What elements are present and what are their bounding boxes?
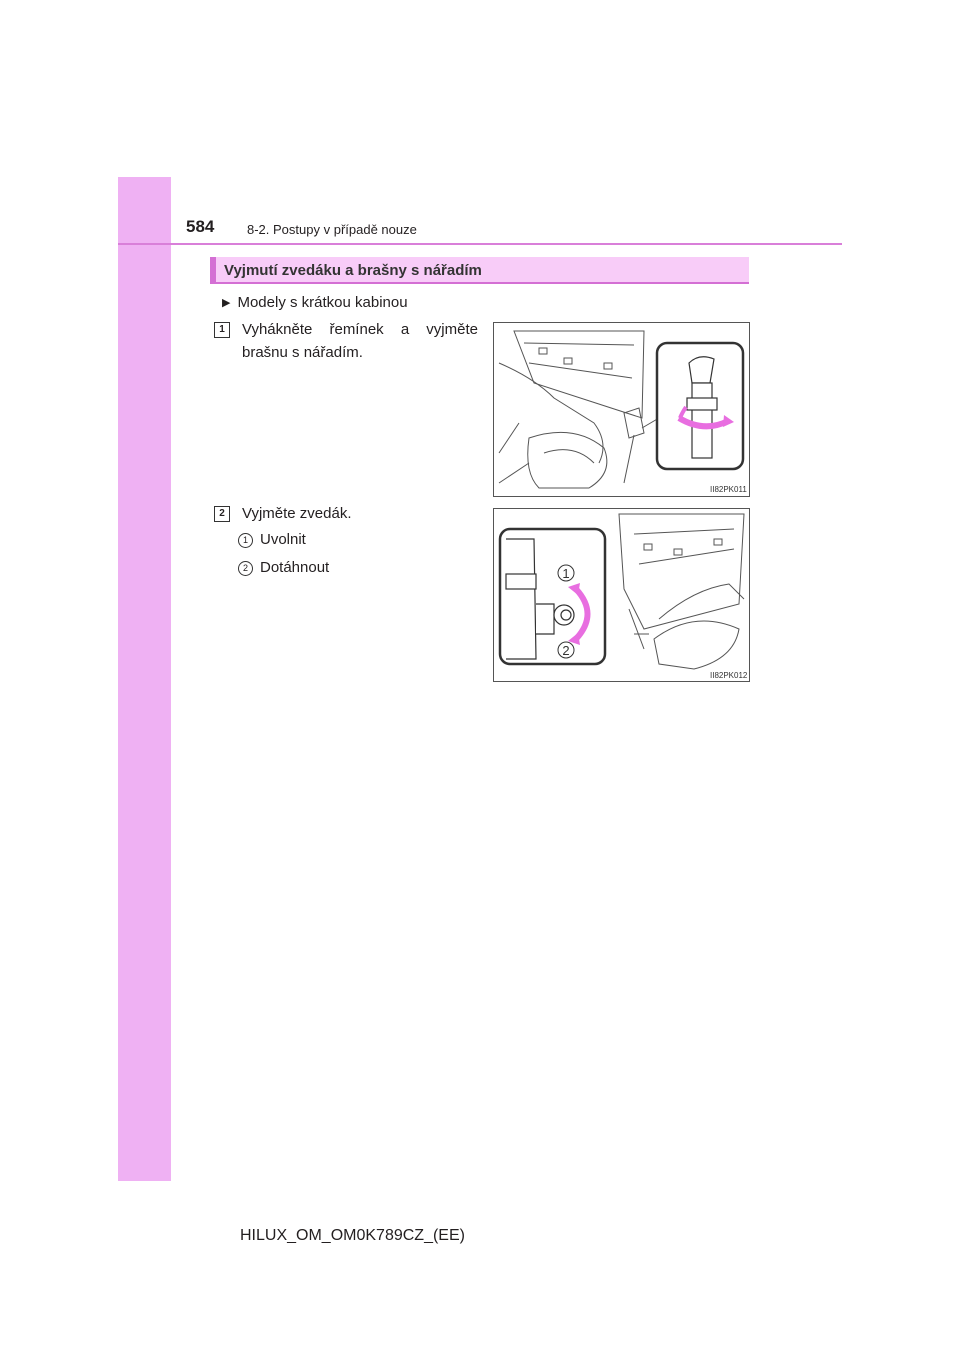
section-heading-bar (210, 257, 749, 284)
step-1-text: Vyhákněte řemínek a vyjměte brašnu s nářadím. (242, 321, 478, 361)
figure-2-jack (493, 508, 750, 682)
section-bar-accent (210, 257, 216, 282)
figure-2-code: II82PK012 (710, 671, 748, 680)
step-number-1: 1 (214, 322, 230, 338)
figure-2-illustration (494, 509, 749, 681)
bullet-text: Modely s krátkou kabinou (237, 294, 408, 311)
page-number: 584 (186, 217, 215, 236)
step-2-text: Vyjměte zvedák. (242, 505, 352, 522)
side-tab-strip (118, 177, 171, 1181)
section-title: Vyjmutí zvedáku a brašny s nářadím (224, 262, 482, 279)
step-number-2: 2 (214, 506, 230, 522)
header-divider (118, 243, 842, 245)
substep-number-1: 1 (238, 533, 253, 548)
triangle-bullet-icon: ▶ (222, 297, 231, 309)
figure-2-label-1: 1 (562, 566, 570, 581)
footer-doc-id: HILUX_OM_OM0K789CZ_(EE) (240, 1227, 465, 1244)
substep-1-text: Uvolnit (260, 531, 306, 548)
figure-1-code: II82PK011 (710, 485, 747, 494)
substep-2-text: Dotáhnout (260, 559, 330, 576)
model-bullet (222, 294, 408, 311)
figure-2-label-2: 2 (562, 643, 570, 658)
figure-1-illustration (494, 323, 749, 496)
chapter-title: 8-2. Postupy v případě nouze (247, 222, 417, 237)
substep-number-2: 2 (238, 561, 253, 576)
figure-1-tool-bag (493, 322, 750, 497)
